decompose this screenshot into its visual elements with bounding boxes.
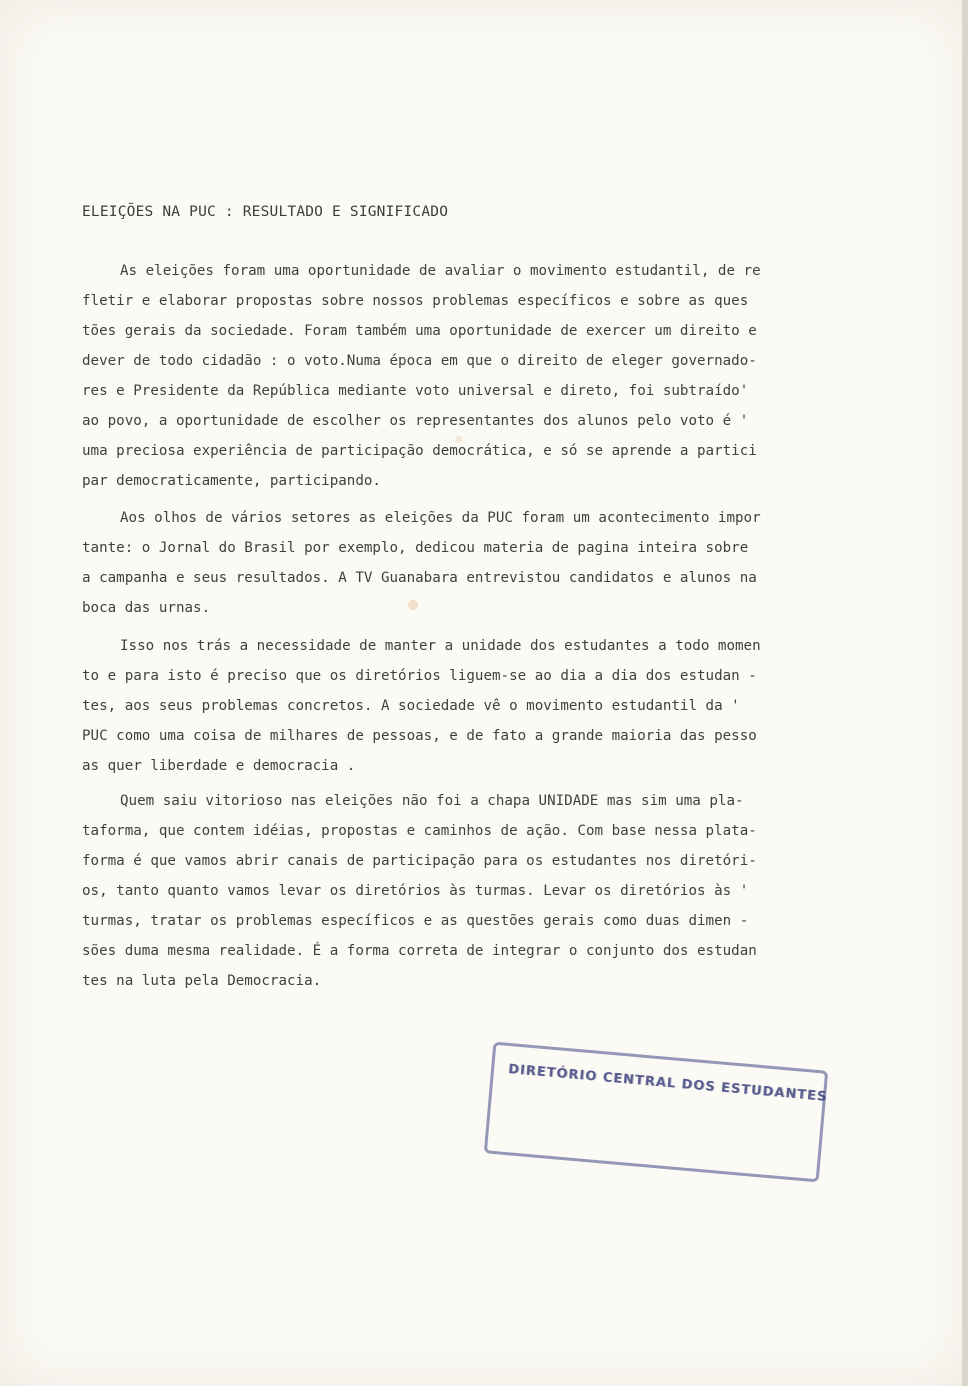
stamp-text: DIRETÓRIO CENTRAL DOS ESTUDANTES	[507, 1061, 828, 1105]
text-line: tes na luta pela Democracia.	[82, 973, 322, 989]
document-title: ELEIÇÕES NA PUC : RESULTADO E SIGNIFICADO	[82, 204, 449, 220]
stamp	[484, 1042, 828, 1183]
text-line: As eleições foram uma oportunidade de avaliar o movimento estudantil, de re	[120, 263, 761, 279]
paper-edge	[962, 0, 968, 1386]
text-line: dever de todo cidadão : o voto.Numa época em que o direito de eleger governado-	[82, 353, 757, 369]
text-line: ao povo, a oportunidade de escolher os representantes dos alunos pelo voto é '	[82, 413, 749, 429]
text-line: tões gerais da sociedade. Foram também uma oportunidade de exercer um direito e	[82, 323, 757, 339]
text-line: Isso nos trás a necessidade de manter a unidade dos estudantes a todo momen	[120, 638, 761, 654]
paragraph-4	[82, 786, 862, 996]
text-line: res e Presidente da República mediante voto universal e direto, foi subtraído'	[82, 383, 749, 399]
text-line: boca das urnas.	[82, 600, 211, 616]
text-line: tante: o Jornal do Brasil por exemplo, dedicou materia de pagina inteira sobre	[82, 540, 749, 556]
text-line: sões duma mesma realidade. É a forma correta de integrar o conjunto dos estudan	[82, 943, 757, 959]
text-line: taforma, que contem idéias, propostas e caminhos de ação. Com base nessa plata-	[82, 823, 757, 839]
text-line: par democraticamente, participando.	[82, 473, 381, 489]
text-line: os, tanto quanto vamos levar os diretórios às turmas. Levar os diretórios às '	[82, 883, 749, 899]
paragraph-3	[82, 631, 862, 781]
text-line: tes, aos seus problemas concretos. A sociedade vê o movimento estudantil da '	[82, 698, 740, 714]
text-line: Aos olhos de vários setores as eleições da PUC foram um acontecimento impor	[120, 510, 761, 526]
text-line: uma preciosa experiência de participação democrática, e só se aprende a partici	[82, 443, 757, 459]
text-line: Quem saiu vitorioso nas eleições não foi a chapa UNIDADE mas sim uma pla-	[120, 793, 744, 809]
paragraph-2	[82, 503, 862, 623]
text-line: as quer liberdade e democracia .	[82, 758, 356, 774]
text-line: a campanha e seus resultados. A TV Guanabara entrevistou candidatos e alunos na	[82, 570, 757, 586]
text-line: PUC como uma coisa de milhares de pessoas, e de fato a grande maioria das pesso	[82, 728, 757, 744]
text-line: forma é que vamos abrir canais de participação para os estudantes nos diretóri-	[82, 853, 757, 869]
text-line: turmas, tratar os problemas específicos e as questões gerais como duas dimen -	[82, 913, 749, 929]
text-line: to e para isto é preciso que os diretórios liguem-se ao dia a dia dos estudan -	[82, 668, 757, 684]
text-line: fletir e elaborar propostas sobre nossos problemas específicos e sobre as ques	[82, 293, 749, 309]
paragraph-1	[82, 256, 862, 496]
